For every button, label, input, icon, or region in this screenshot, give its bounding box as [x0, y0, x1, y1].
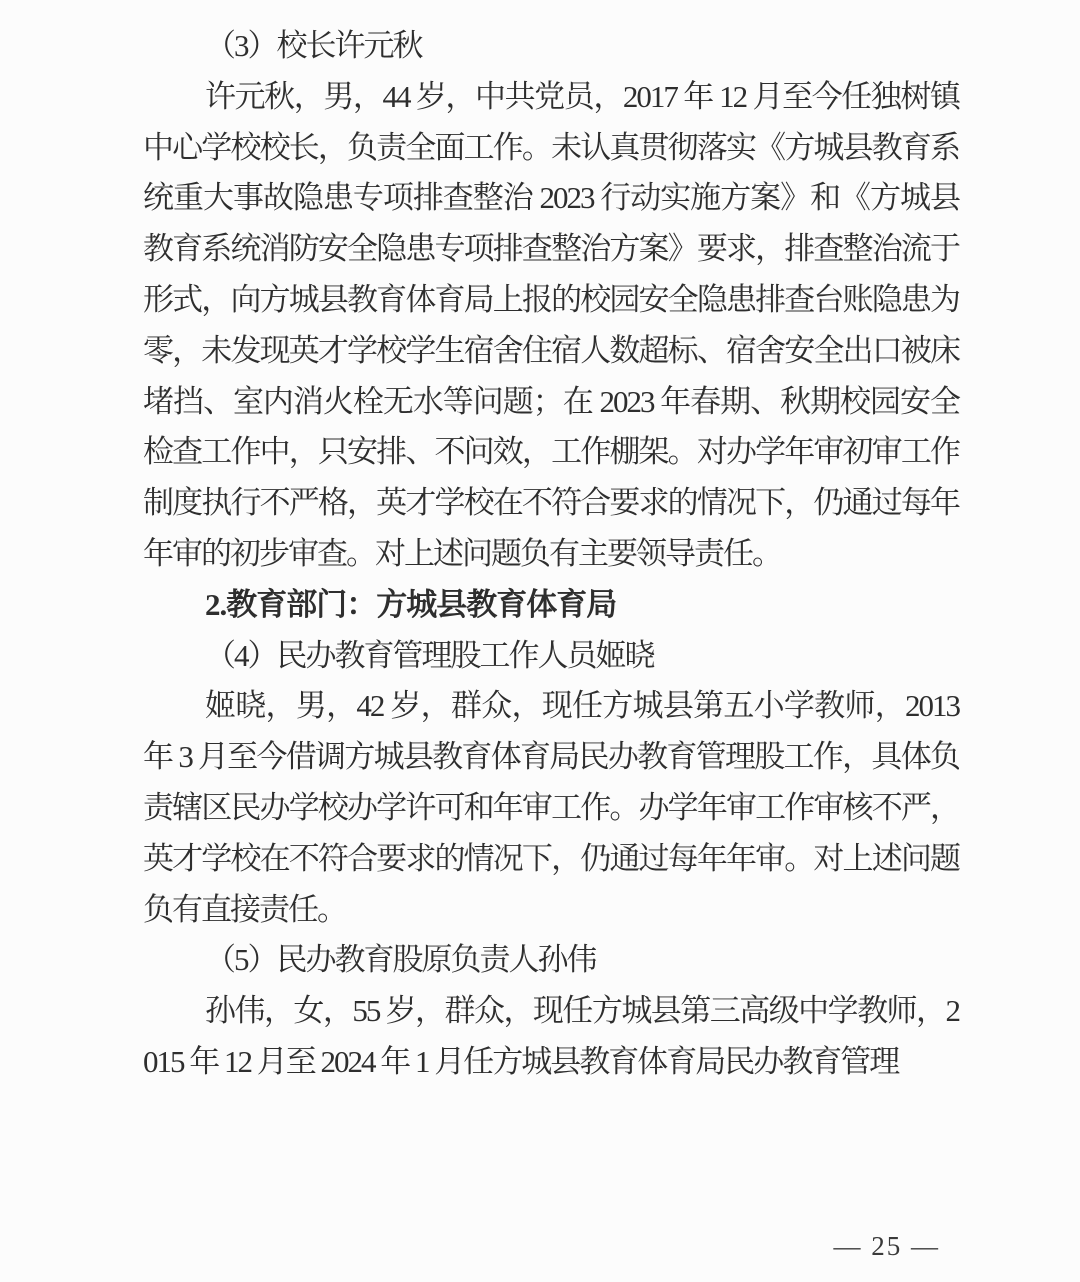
paragraph-sun-wei-details: 孙伟，女，55 岁，群众，现任方城县第三高级中学教师，2015 年 12 月至 2024 年 1 月任方城县教育体育局民办教育管理: [143, 993, 959, 1079]
section-heading-education-department: 2.教育部门：方城县教育体育局: [205, 586, 617, 622]
item-heading-former-head-sun-wei: （5）民办教育股原负责人孙伟: [205, 942, 596, 978]
paragraph-xu-yuanqiu-details: 许元秋，男，44 岁，中共党员，2017 年 12 月至今任独树镇中心学校校长，负责全面工作。未认真贯彻落实《方城县教育系统重大事故隐患专项排查整治 2023 行动实施方案》和《方城县教育系统消防安全隐患专项排查整治方案》要求，排查整治流于形式，向方城县教育体育局上报的校园安全隐患排查台账隐患为零，未发现英才学校学生宿舍住宿人数超标、宿舍安全出口被床堵挡、室内消火栓无水等问题；在 2023 年春期、秋期校园安全检查工作中，只安排、不问效，工作棚架。对办学年审初审工作制度执行不严格，英才学校在不符合要求的情况下，仍通过每年年审的初步审查。对上述问题负有主要领导责任。: [143, 78, 959, 571]
page-footer: [834, 1231, 941, 1262]
paragraph-ji-xiao-details: 姬晓，男，42 岁，群众，现任方城县第五小学教师，2013 年 3 月至今借调方城县教育体育局民办教育管理股工作，具体负责辖区民办学校办学许可和年审工作。办学年审工作审核不严，英才学校在不符合要求的情况下，仍通过每年年审。对上述问题负有直接责任。: [143, 688, 959, 927]
item-heading-principal-xu-yuanqiu: （3）校长许元秋: [205, 28, 422, 63]
document-body: [143, 21, 959, 1088]
page-number: — 25 —: [833, 1231, 940, 1261]
item-heading-staff-ji-xiao: （4）民办教育管理股工作人员姬晓: [205, 637, 654, 673]
